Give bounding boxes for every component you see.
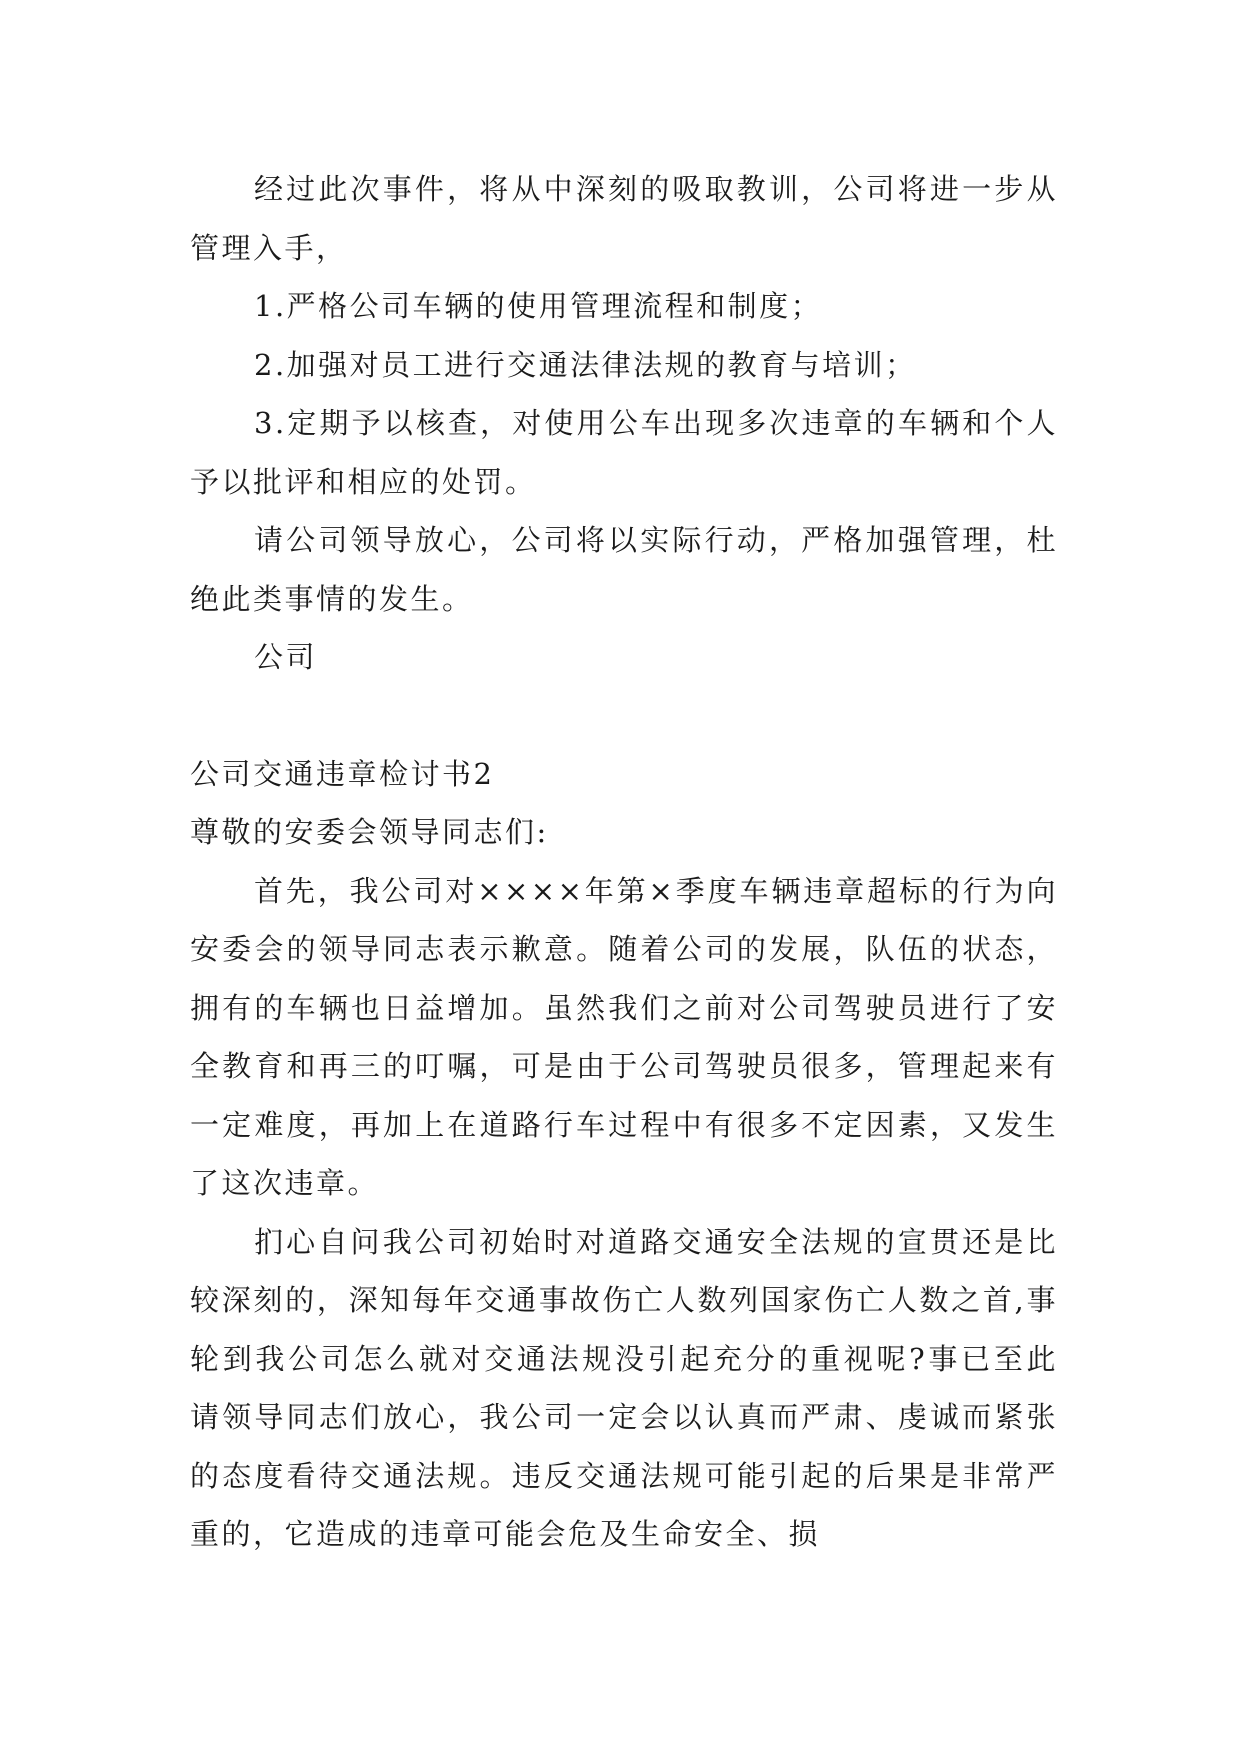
paragraph-lessons: 经过此次事件，将从中深刻的吸取教训，公司将进一步从管理入手， [190,172,1058,265]
paragraph-reflection: 扪心自问我公司初始时对道路交通安全法规的宣贯还是比较深刻的，深知每年交通事故伤亡人数列国家伤亡人数之首,事轮到我公司怎么就对交通法规没引起充分的重视呢?事已至此请领导同志们放心，我公司一定会以认真而严肃、虔诚而紧张的态度看待交通法规。违反交通法规可能引起的后果是非常严重的，它造成的违章可能会危及生命安全、损 [190,1224,1058,1551]
paragraph-assurance: 请公司领导放心，公司将以实际行动，严格加强管理，杜绝此类事情的发生。 [190,523,1058,616]
section-title: 公司交通违章检讨书2 [190,756,495,791]
salutation: 尊敬的安委会领导同志们: [190,815,549,849]
section-spacer [190,687,1058,745]
list-item-3: 3.定期予以核查，对使用公车出现多次违章的车辆和个人予以批评和相应的处罚。 [190,406,1058,499]
paragraph-apology: 首先，我公司对××××年第×季度车辆违章超标的行为向安委会的领导同志表示歉意。随着公司的发展，队伍的状态，拥有的车辆也日益增加。虽然我们之前对公司驾驶员进行了安全教育和再三的叮嘱，可是由于公司驾驶员很多，管理起来有一定难度，再加上在道路行车过程中有很多不定因素，又发生了这次违章。 [190,873,1058,1200]
document-body [190,160,1058,1564]
list-item-1: 1.严格公司车辆的使用管理流程和制度； [254,289,823,323]
list-item-2: 2.加强对员工进行交通法律法规的教育与培训； [254,347,917,382]
signature-company: 公司 [254,640,318,674]
